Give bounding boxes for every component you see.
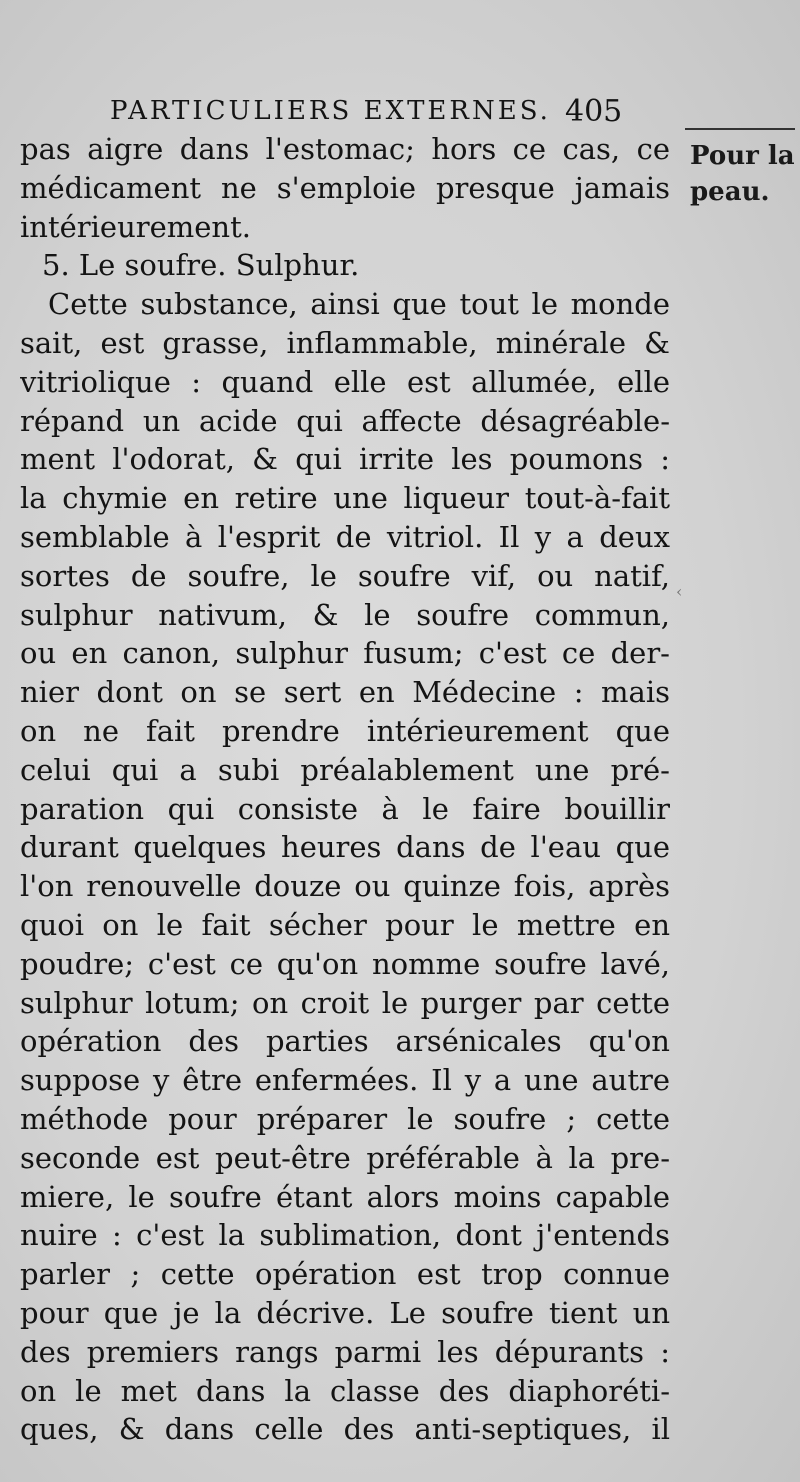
text-line: miere, le soufre étant alors moins capable [20,1179,670,1214]
text-line: semblable à l'esprit de vitriol. Il y a deux [20,519,670,554]
text-line: quoi on le fait sécher pour le mettre en [20,907,670,942]
text-line: on le met dans la classe des diaphoréti- [20,1373,670,1408]
text-line: pour que je la décrive. Le soufre tient un [20,1295,670,1330]
text-line: méthode pour préparer le soufre ; cette [20,1101,670,1136]
text-line: l'on renouvelle douze ou quinze fois, après [20,869,670,904]
text-line: durant quelques heures dans de l'eau que [20,830,670,865]
section-title: 5. Le soufre. Sulphur. [42,248,360,283]
running-head: PARTICULIERS EXTERNES. [110,96,551,126]
text-line: sulphur lotum; on croit le purger par cette [20,985,670,1020]
text-line: des premiers rangs parmi les dépurants : [20,1334,670,1369]
text-line: ou en canon, sulphur fusum; c'est ce der- [20,636,670,671]
text-line: nier dont on se sert en Médecine : mais [20,675,670,710]
margin-note-line: peau. [690,177,770,207]
page-number: 405 [565,94,623,129]
text-line: paration qui consiste à le faire bouillir [20,791,670,826]
stray-mark: ‹ [676,582,683,601]
margin-note-line: Pour la [690,141,795,171]
text-line: seconde est peut-être préférable à la pre- [20,1140,670,1175]
margin-note [690,138,800,210]
text-line: poudre; c'est ce qu'on nomme soufre lavé, [20,946,670,981]
text-line: la chymie en retire une liqueur tout-à-fait [20,481,670,516]
text-line: ques, & dans celle des anti-septiques, il [20,1412,670,1447]
text-line: nuire : c'est la sublimation, dont j'entends [20,1218,670,1253]
text-line: pas aigre dans l'estomac; hors ce cas, ce [20,132,670,166]
body-text [20,130,670,1449]
text-line: parler ; cette opération est trop connue [20,1257,670,1292]
text-line: sortes de soufre, le soufre vif, ou natif, [20,558,670,593]
text-line: Cette substance, ainsi que tout le monde [48,287,670,322]
text-line: sait, est grasse, inflammable, minérale & [20,325,670,360]
text-line: opération des parties arsénicales qu'on [20,1024,670,1059]
text-line: celui qui a subi préalablement une pré- [20,752,670,787]
text-line: sulphur nativum, & le soufre commun, [20,597,670,632]
text-line: intérieurement. [20,209,251,244]
margin-rule [685,128,795,130]
text-line: suppose y être enfermées. Il y a une autre [20,1063,670,1098]
text-line: médicament ne s'emploie presque jamais [20,170,670,205]
text-line: vitriolique : quand elle est allumée, elle [20,364,670,399]
text-line: répand un acide qui affecte désagréable- [20,403,670,438]
text-line: on ne fait prendre intérieurement que [20,713,670,748]
text-line: ment l'odorat, & qui irrite les poumons : [20,442,670,477]
